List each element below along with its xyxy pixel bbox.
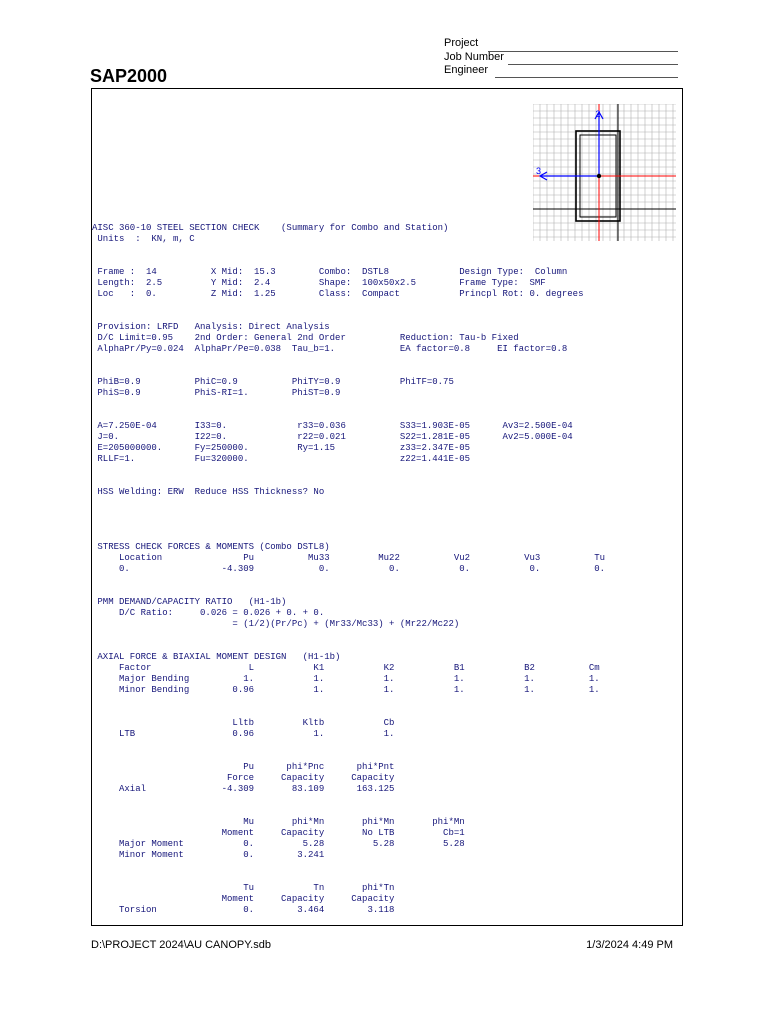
report-line: Lltb Kltb Cb <box>92 718 395 728</box>
axis3-label: 3 <box>536 166 542 176</box>
app-title: SAP2000 <box>90 66 168 86</box>
report-line: Loc : 0. Z Mid: 1.25 Class: Compact Princpl Rot: 0. degrees <box>92 289 584 299</box>
job-number-field-line <box>508 64 678 65</box>
report-line <box>92 256 605 267</box>
report-line: Minor Bending 0.96 1. 1. 1. 1. 1. <box>92 685 600 695</box>
report-line: AlphaPr/Py=0.024 AlphaPr/Pe=0.038 Tau_b=1. EA factor=0.8 EI factor=0.8 <box>92 344 568 354</box>
report-line <box>92 520 605 531</box>
report-line: Axial -4.309 83.109 163.125 <box>92 784 395 794</box>
report-line: Factor L K1 K2 B1 B2 Cm <box>92 663 600 673</box>
report-line <box>92 751 605 762</box>
report-line <box>92 399 605 410</box>
report-line: = (1/2)(Pr/Pc) + (Mr33/Mc33) + (Mr22/Mc22) <box>92 619 460 629</box>
report-line: PhiS=0.9 PhiS-RI=1. PhiST=0.9 <box>92 388 341 398</box>
report-line: Tu Tn phi*Tn <box>92 883 395 893</box>
report-line: Torsion 0. 3.464 3.118 <box>92 905 395 915</box>
report-line <box>92 465 605 476</box>
report-line <box>92 410 605 421</box>
report-line: Pu phi*Pnc phi*Pnt <box>92 762 395 772</box>
report-line <box>92 245 605 256</box>
report-line: PMM DEMAND/CAPACITY RATIO (H1-1b) <box>92 597 287 607</box>
report-line: Major Moment 0. 5.28 5.28 5.28 <box>92 839 465 849</box>
project-field-line <box>488 51 678 52</box>
report-line: RLLF=1. Fu=320000. z22=1.441E-05 <box>92 454 471 464</box>
project-label: Project <box>444 37 479 49</box>
report-line: Length: 2.5 Y Mid: 2.4 Shape: 100x50x2.5 Frame Type: SMF <box>92 278 546 288</box>
report-line: Major Bending 1. 1. 1. 1. 1. 1. <box>92 674 600 684</box>
report-line: D/C Limit=0.95 2nd Order: General 2nd Order Reduction: Tau-b Fixed <box>92 333 519 343</box>
report-frame <box>91 88 683 926</box>
report-line <box>92 740 605 751</box>
report-line <box>92 311 605 322</box>
report-line <box>92 630 605 641</box>
report-line: Minor Moment 0. 3.241 <box>92 850 325 860</box>
section-diagram <box>533 104 676 241</box>
report-line <box>92 861 605 872</box>
report-line: HSS Welding: ERW Reduce HSS Thickness? No <box>92 487 325 497</box>
report-line: Force Capacity Capacity <box>92 773 395 783</box>
report-line <box>92 795 605 806</box>
report-line <box>92 707 605 718</box>
report-line <box>92 531 605 542</box>
report-line <box>92 916 605 926</box>
report-text <box>92 223 605 926</box>
job-number-label: Job Number <box>444 51 504 63</box>
report-line <box>92 498 605 509</box>
axis2-label: 2 <box>595 109 601 119</box>
file-path: D:\PROJECT 2024\AU CANOPY.sdb <box>91 939 271 951</box>
report-line: E=205000000. Fy=250000. Ry=1.15 z33=2.347E-05 <box>92 443 471 453</box>
report-line: AISC 360-10 STEEL SECTION CHECK (Summary for Combo and Station) <box>92 223 449 233</box>
report-line: J=0. I22=0. r22=0.021 S22=1.281E-05 Av2=5.000E-04 <box>92 432 573 442</box>
report-line: Units : KN, m, C <box>92 234 195 244</box>
report-line: Location Pu Mu33 Mu22 Vu2 Vu3 Tu <box>92 553 606 563</box>
report-line <box>92 366 605 377</box>
report-line <box>92 575 605 586</box>
report-line <box>92 476 605 487</box>
report-line: Moment Capacity Capacity <box>92 894 395 904</box>
report-line: AXIAL FORCE & BIAXIAL MOMENT DESIGN (H1-1b) <box>92 652 341 662</box>
report-line: D/C Ratio: 0.026 = 0.026 + 0. + 0. <box>92 608 325 618</box>
report-line <box>92 872 605 883</box>
report-line: STRESS CHECK FORCES & MOMENTS (Combo DSTL8) <box>92 542 330 552</box>
print-datetime: 1/3/2024 4:49 PM <box>586 939 673 951</box>
report-line: LTB 0.96 1. 1. <box>92 729 395 739</box>
report-line <box>92 641 605 652</box>
report-line <box>92 300 605 311</box>
report-line <box>92 355 605 366</box>
report-line <box>92 509 605 520</box>
report-line <box>92 806 605 817</box>
engineer-field-line <box>495 77 678 78</box>
report-line: PhiB=0.9 PhiC=0.9 PhiTY=0.9 PhiTF=0.75 <box>92 377 454 387</box>
report-line <box>92 586 605 597</box>
report-line: Frame : 14 X Mid: 15.3 Combo: DSTL8 Design Type: Column <box>92 267 568 277</box>
report-line: 0. -4.309 0. 0. 0. 0. 0. <box>92 564 606 574</box>
report-line: Mu phi*Mn phi*Mn phi*Mn <box>92 817 465 827</box>
report-line: A=7.250E-04 I33=0. r33=0.036 S33=1.903E-05 Av3=2.500E-04 <box>92 421 573 431</box>
engineer-label: Engineer <box>444 64 489 76</box>
report-line: Moment Capacity No LTB Cb=1 <box>92 828 465 838</box>
section-centroid <box>597 174 601 178</box>
report-line <box>92 696 605 707</box>
report-line: Provision: LRFD Analysis: Direct Analysis <box>92 322 330 332</box>
